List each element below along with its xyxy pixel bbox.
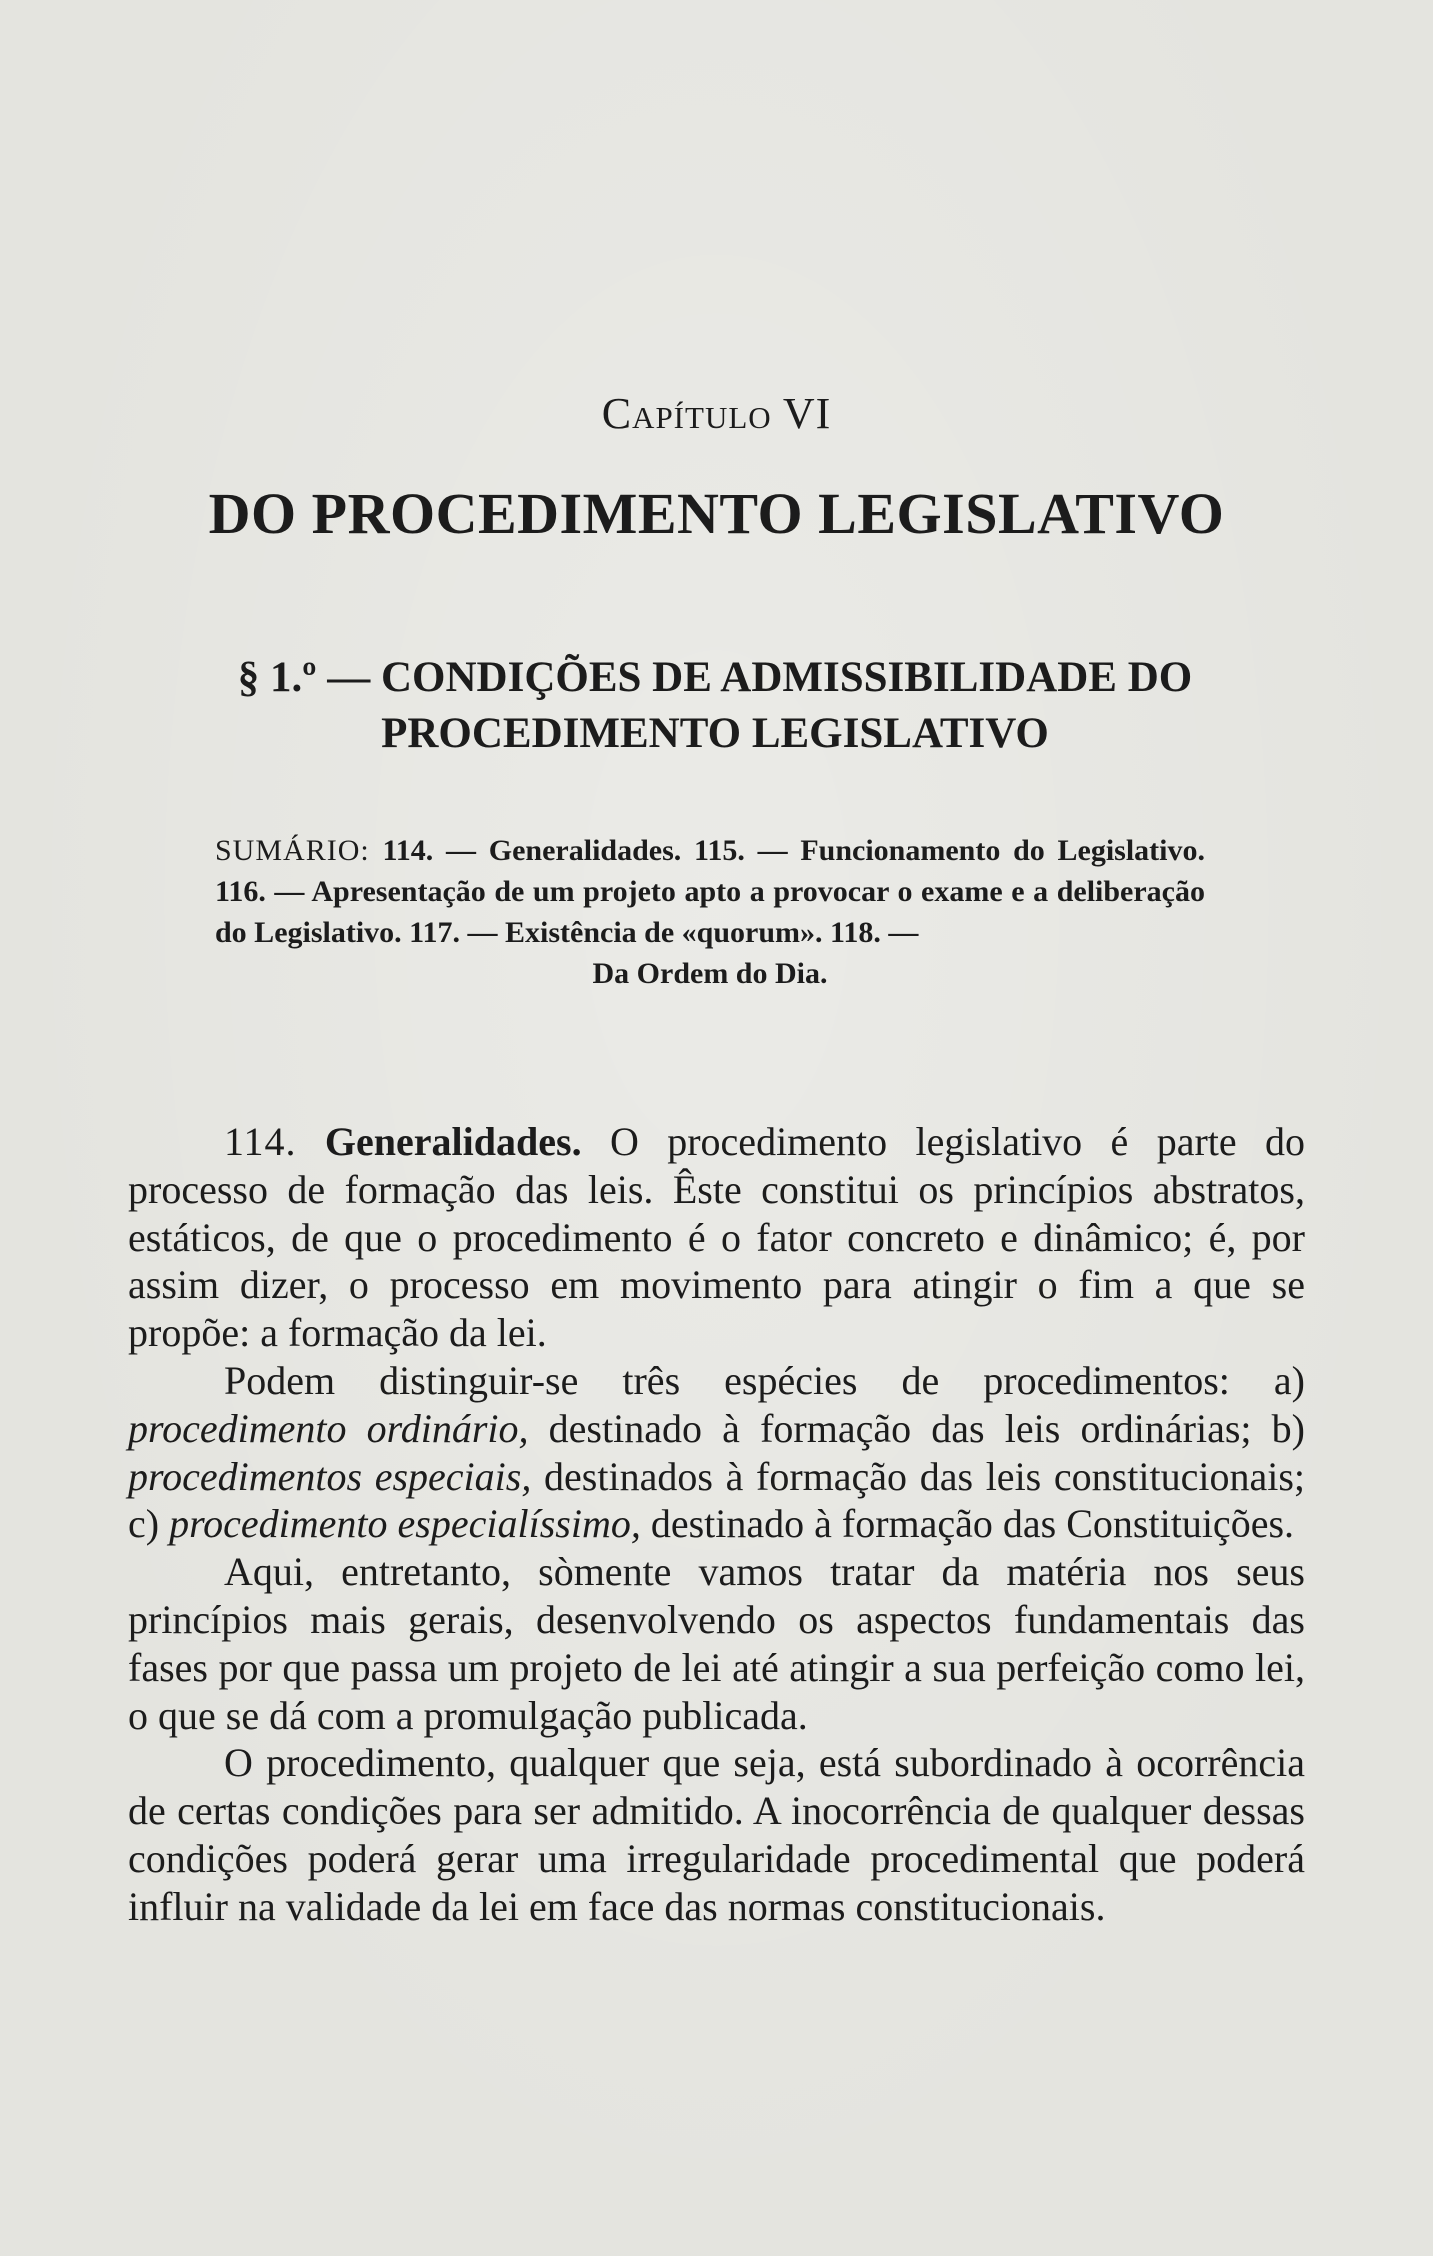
paragraph-number: 114. [224, 1119, 297, 1164]
paragraph-text: Podem distinguir-se três espécies de procedimentos: a) [224, 1357, 1305, 1403]
paragraph-text: O procedimento legislativo é parte do processo de formação das leis. Êste constitui os princípios abstratos, estáticos, de que o procedimento é o fator concreto e dinâmico; é, por assim dizer, o processo em movimento para atingir o fim a que se propõe: a formação da lei. [128, 1119, 1306, 1356]
italic-term: procedimentos especiais, [128, 1453, 532, 1499]
summary-block [215, 830, 1205, 994]
paragraph-114 [128, 1118, 1305, 1357]
body-text [128, 1118, 1305, 1931]
paragraph-heading: Generalidades. [324, 1119, 582, 1164]
italic-term: procedimento especialíssimo, [169, 1501, 641, 1547]
italic-term: procedimento ordinário, [128, 1405, 529, 1451]
paragraph-conditions: O procedimento, qualquer que seja, está subordinado à ocorrência de certas condições para ser admitido. A inocorrência de qualquer dessas condições poderá gerar uma irregularidade procedimental que poderá influir na validade da lei em face das normas constitucionais. [128, 1740, 1305, 1929]
paragraph-scope: Aqui, entretanto, sòmente vamos tratar da matéria nos seus princípios mais gerais, desenvolvendo os aspectos fundamentais das fases por que passa um projeto de lei até atingir a sua perfeição como lei, o que se dá com a promulgação publicada. [128, 1549, 1305, 1738]
chapter-label: Capítulo VI [601, 389, 832, 438]
paragraph-text: destinado à formação das Constituições. [650, 1501, 1295, 1547]
summary-text: 114. — Generalidades. 115. — Funcionamento do Legislativo. 116. — Apresentação de um projeto apto a provocar o exame e a deliberação do Legislativo. 117. — Existência de «quorum». 118. — [215, 834, 1206, 949]
summary-label: SUMÁRIO: [215, 834, 370, 867]
paragraph-procedures [128, 1357, 1305, 1548]
paragraph-text: destinados à formação das leis constitucionais; c) [128, 1453, 1305, 1547]
section-title: § 1.º — CONDIÇÕES DE ADMISSIBILIDADE DO PROCEDIMENTO LEGISLATIVO [237, 654, 1193, 757]
paragraph-text: destinado à formação das leis ordinárias; b) [548, 1405, 1305, 1451]
chapter-title: DO PROCEDIMENTO LEGISLATIVO [208, 481, 1225, 546]
summary-last-line: Da Ordem do Dia. [592, 957, 828, 990]
